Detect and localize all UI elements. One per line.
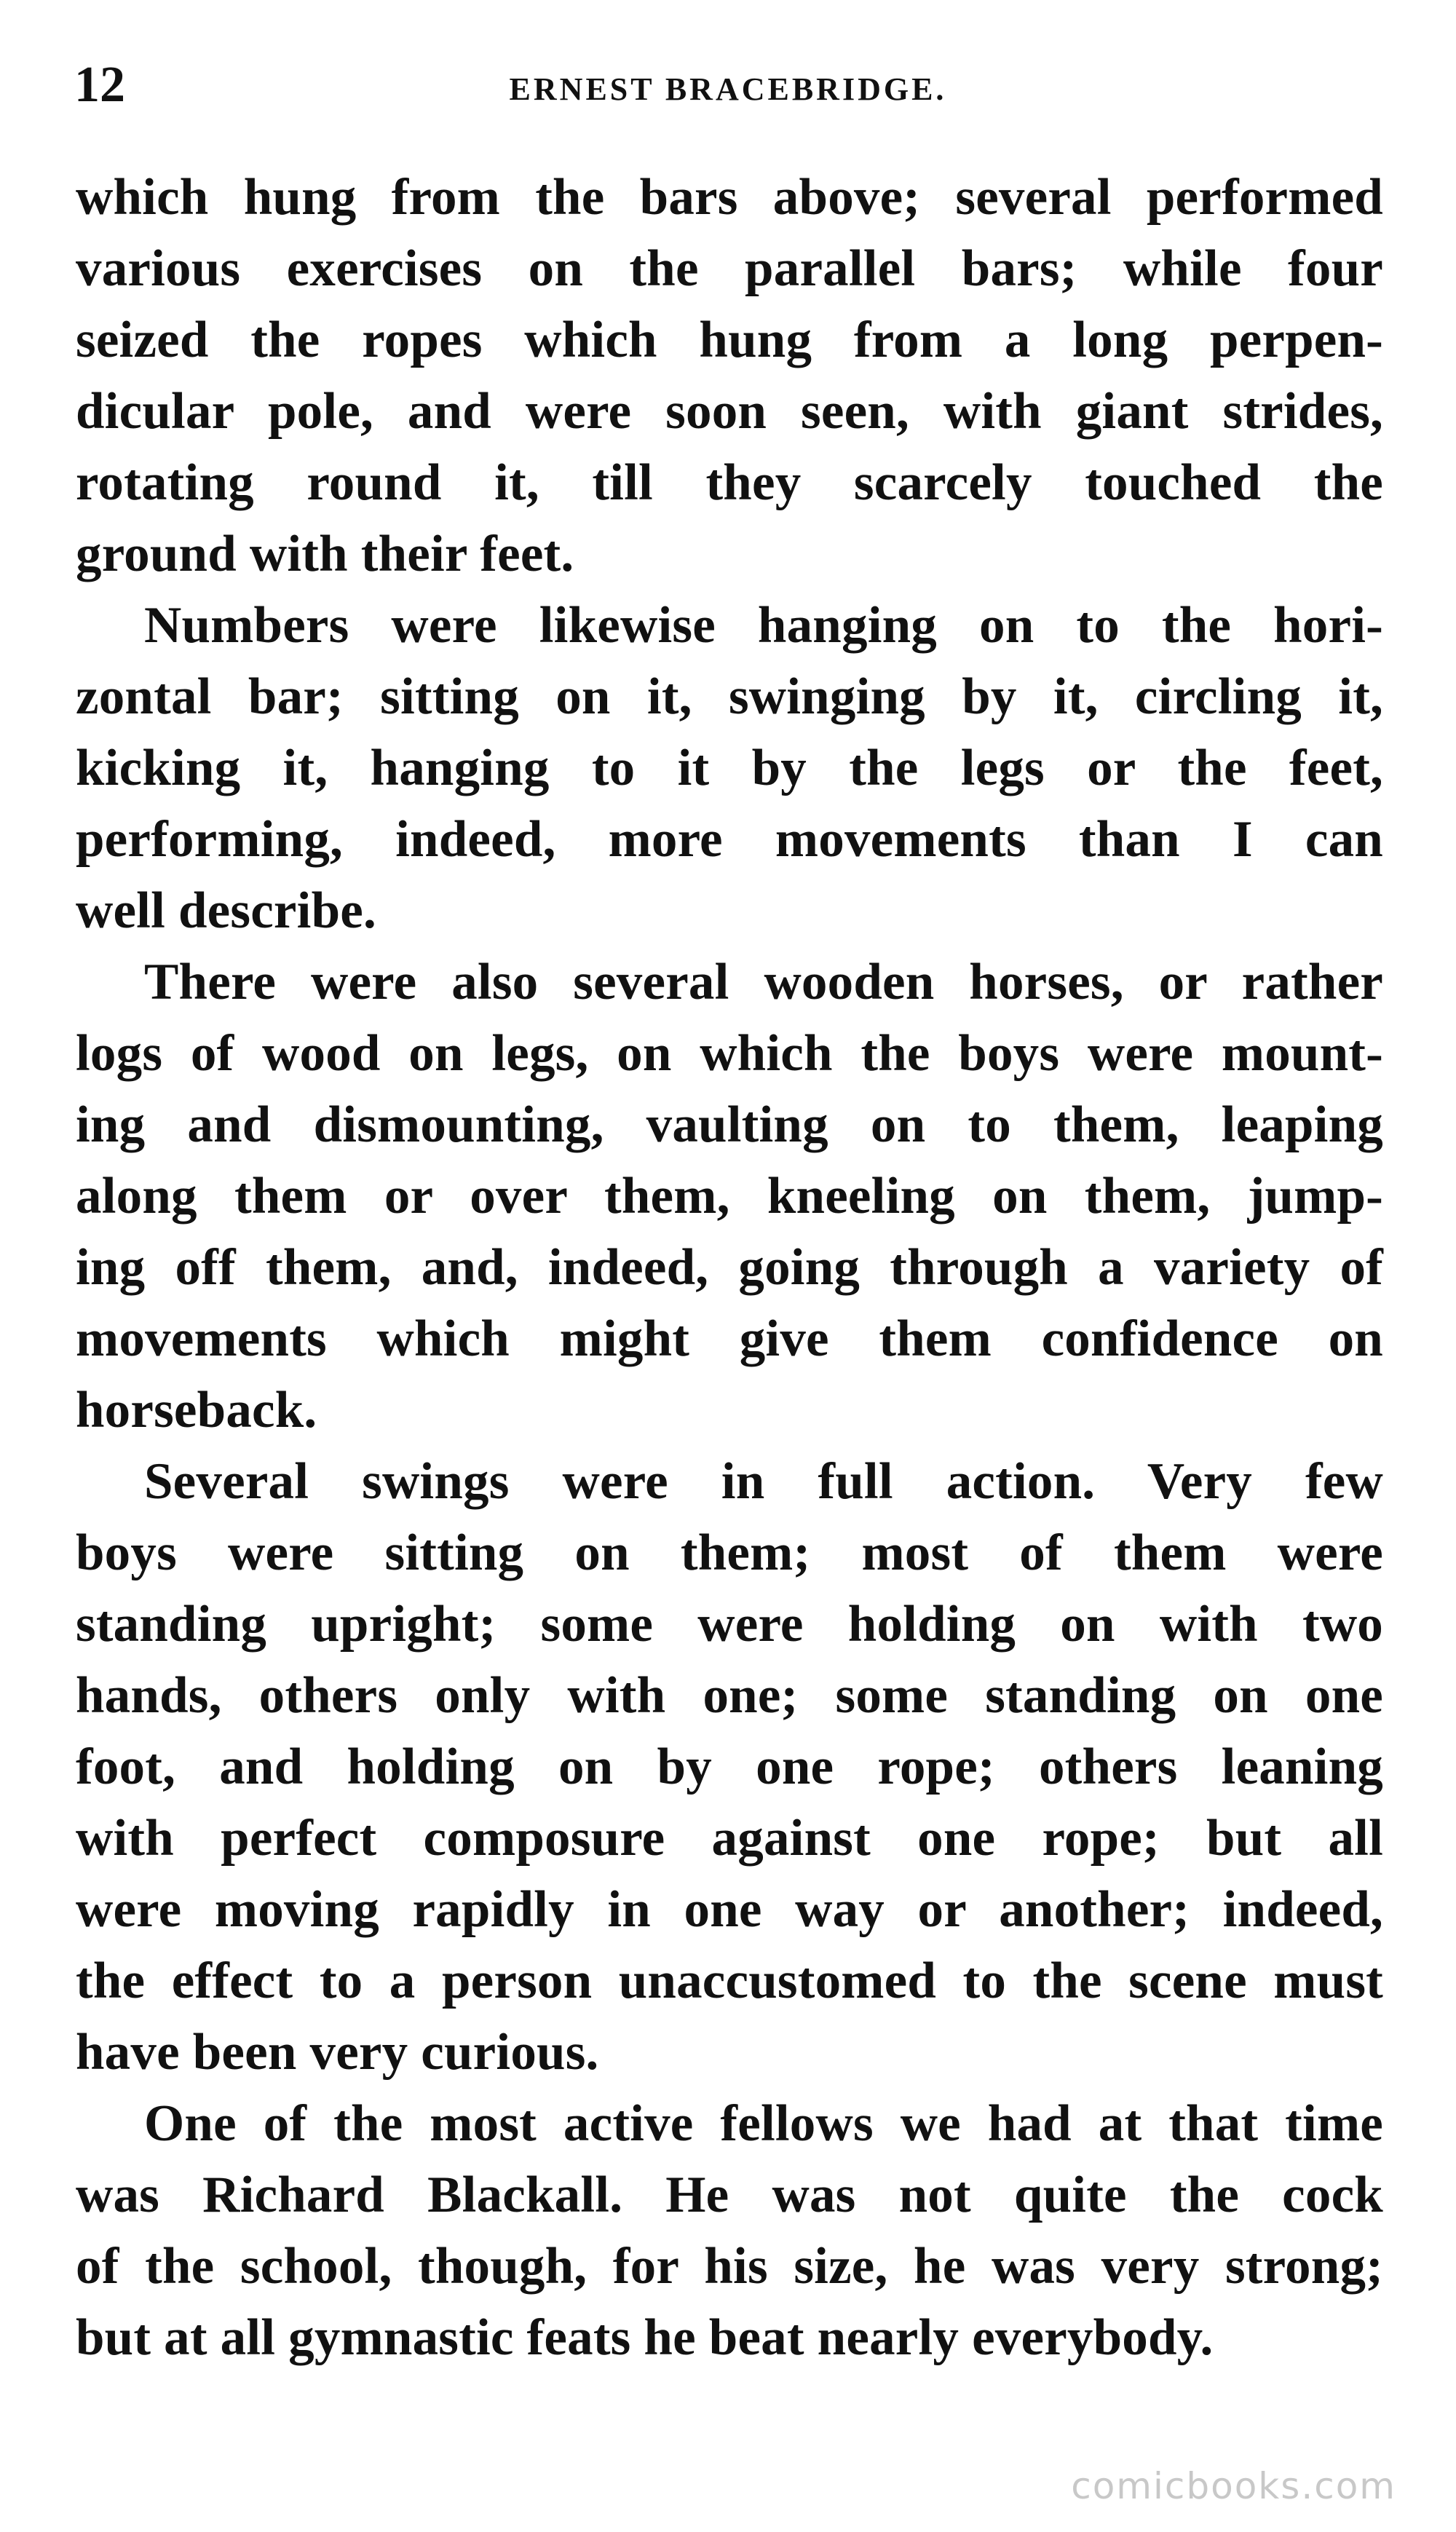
text-line: of the school, though, for his size, he was very strong; xyxy=(76,2238,1383,2295)
paragraph xyxy=(76,590,1383,946)
text-line: horseback. xyxy=(76,1382,317,1439)
text-line: various exercises on the parallel bars; while four xyxy=(76,240,1383,297)
paragraph xyxy=(76,946,1383,1446)
text-line: were moving rapidly in one way or another; indeed, xyxy=(76,1881,1383,1938)
page-number: 12 xyxy=(74,57,125,113)
text-line: along them or over them, kneeling on them, jump- xyxy=(76,1168,1383,1225)
text-line: ground with their feet. xyxy=(76,526,574,582)
paragraph xyxy=(76,2088,1383,2373)
watermark: comicbooks.com xyxy=(1071,2465,1396,2507)
text-line: There were also several wooden horses, or rather xyxy=(144,954,1383,1010)
text-line: standing upright; some were holding on with two xyxy=(76,1596,1383,1653)
text-line: boys were sitting on them; most of them were xyxy=(76,1524,1383,1581)
text-line: well describe. xyxy=(76,882,376,939)
text-line: rotating round it, till they scarcely touched the xyxy=(76,454,1383,511)
text-line: zontal bar; sitting on it, swinging by it, circling it, xyxy=(76,668,1383,725)
page-header xyxy=(60,52,1396,118)
text-line: logs of wood on legs, on which the boys were mount- xyxy=(76,1025,1383,1082)
text-line: dicular pole, and were soon seen, with giant strides, xyxy=(76,383,1383,440)
running-head: ERNEST BRACEBRIDGE. xyxy=(509,71,947,107)
text-line: have been very curious. xyxy=(76,2024,599,2081)
text-line: ing and dismounting, vaulting on to them, leaping xyxy=(76,1096,1383,1153)
text-line: seized the ropes which hung from a long perpen- xyxy=(76,312,1383,368)
text-line: with perfect composure against one rope; but all xyxy=(76,1810,1383,1867)
text-line: Several swings were in full action. Very few xyxy=(144,1453,1383,1510)
text-line: was Richard Blackall. He was not quite the cock xyxy=(76,2167,1383,2223)
text-line: Numbers were likewise hanging on to the hori- xyxy=(144,597,1383,654)
text-line: foot, and holding on by one rope; others leaning xyxy=(76,1738,1383,1795)
paragraph xyxy=(76,162,1383,590)
text-line: One of the most active fellows we had at that time xyxy=(144,2095,1383,2152)
text-line: hands, others only with one; some standing on one xyxy=(76,1667,1383,1724)
text-line: which hung from the bars above; several performed xyxy=(76,169,1383,226)
text-line: but at all gymnastic feats he beat nearly everybody. xyxy=(76,2309,1214,2366)
text-line: kicking it, hanging to it by the legs or the feet, xyxy=(76,740,1383,796)
paragraph xyxy=(76,1446,1383,2088)
text-line: ing off them, and, indeed, going through a variety of xyxy=(76,1239,1383,1296)
text-line: performing, indeed, more movements than I can xyxy=(76,811,1383,868)
text-line: the effect to a person unaccustomed to the scene must xyxy=(76,1953,1383,2009)
body-text xyxy=(76,162,1383,2373)
text-line: movements which might give them confidence on xyxy=(76,1310,1383,1367)
